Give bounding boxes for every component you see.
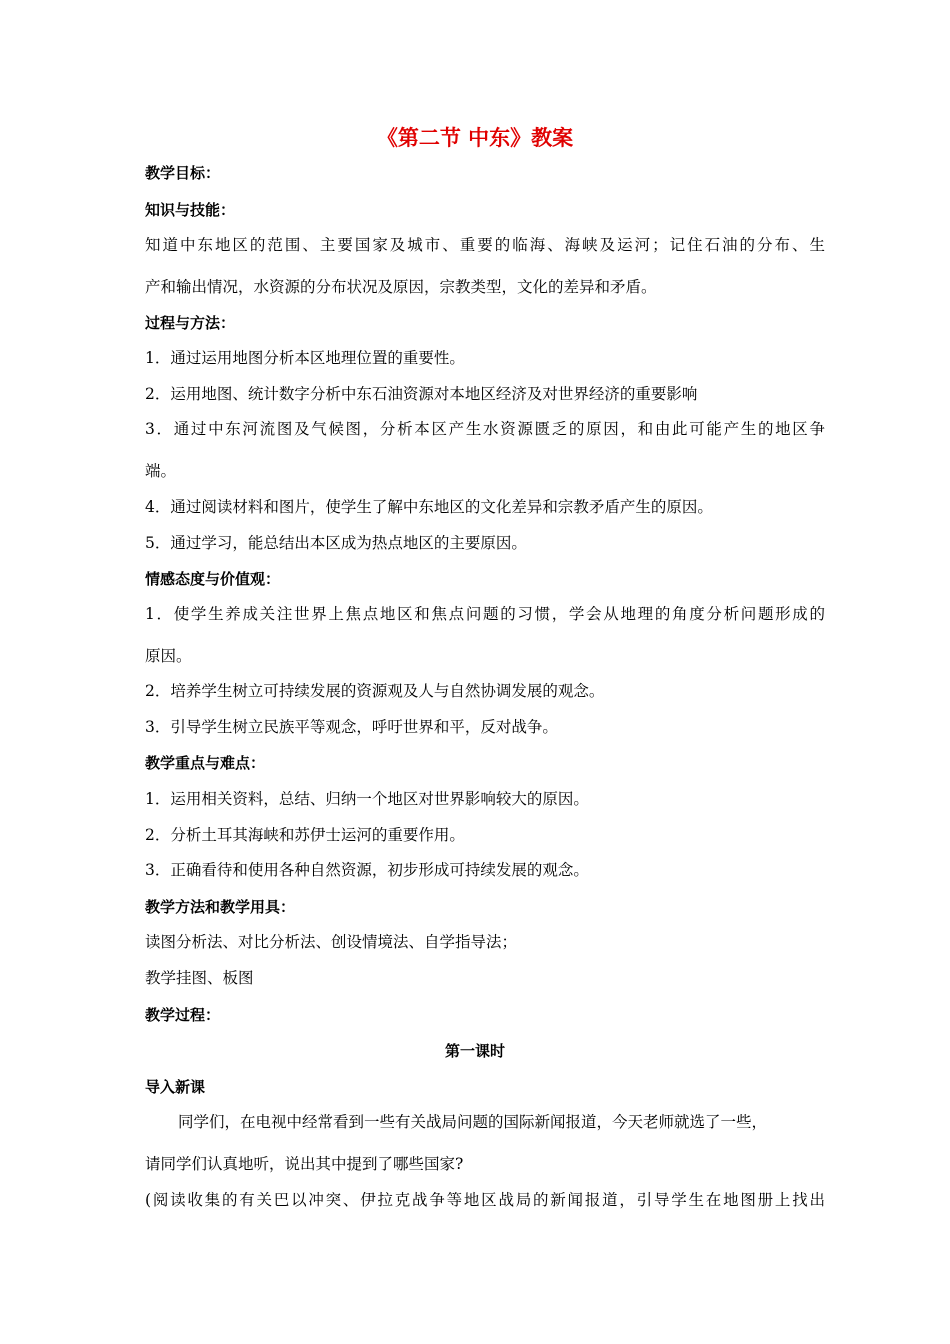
intro-heading: 导入新课 xyxy=(145,1078,206,1096)
process-item-5: 5．通过学习，能总结出本区成为热点地区的主要原因。 xyxy=(145,534,527,552)
process-item-4: 4．通过阅读材料和图片，使学生了解中东地区的文化差异和宗教矛盾产生的原因。 xyxy=(145,498,713,516)
intro-line-1: 同学们，在电视中经常看到一些有关战局问题的国际新闻报道，今天老师就选了一些， xyxy=(178,1113,768,1131)
intro-line-3: (阅读收集的有关巴以冲突、伊拉克战争等地区战局的新闻报道，引导学生在地图册上找出 xyxy=(145,1191,825,1209)
emotion-item-1a: 1．使学生养成关注世界上焦点地区和焦点问题的习惯，学会从地理的角度分析问题形成的 xyxy=(145,605,825,623)
process-item-2: 2．运用地图、统计数字分析中东石油资源对本地区经济及对世界经济的重要影响 xyxy=(145,385,698,403)
intro-line-2: 请同学们认真地听，说出其中提到了哪些国家? xyxy=(145,1155,464,1173)
teaching-goals-heading: 教学目标： xyxy=(145,164,221,182)
teaching-process-heading: 教学过程： xyxy=(145,1006,221,1024)
emotion-item-1b: 原因。 xyxy=(145,647,192,665)
emotion-item-3: 3．引导学生树立民族平等观念，呼吁世界和平，反对战争。 xyxy=(145,718,558,736)
methods-heading: 教学方法和教学用具： xyxy=(145,898,296,916)
lesson-title: 第一课时 xyxy=(444,1042,505,1060)
methods-line-2: 教学挂图、板图 xyxy=(145,969,254,987)
document-title: 《第二节 中东》教案 xyxy=(376,126,574,150)
process-heading: 过程与方法： xyxy=(145,314,236,332)
key-point-3: 3．正确看待和使用各种自然资源，初步形成可持续发展的观念。 xyxy=(145,861,589,879)
methods-line-1: 读图分析法、对比分析法、创设情境法、自学指导法； xyxy=(145,933,518,951)
knowledge-line-2: 产和输出情况，水资源的分布状况及原因，宗教类型，文化的差异和矛盾。 xyxy=(145,278,657,296)
key-point-2: 2．分析土耳其海峡和苏伊士运河的重要作用。 xyxy=(145,826,465,844)
emotion-item-2: 2．培养学生树立可持续发展的资源观及人与自然协调发展的观念。 xyxy=(145,682,605,700)
process-item-3b: 端。 xyxy=(145,462,177,480)
process-item-1: 1．通过运用地图分析本区地理位置的重要性。 xyxy=(145,349,465,367)
key-points-heading: 教学重点与难点： xyxy=(145,754,266,772)
process-item-3a: 3．通过中东河流图及气候图，分析本区产生水资源匮乏的原因，和由此可能产生的地区争 xyxy=(145,420,825,438)
knowledge-line-1: 知道中东地区的范围、主要国家及城市、重要的临海、海峡及运河；记住石油的分布、生 xyxy=(145,236,825,254)
knowledge-heading: 知识与技能： xyxy=(145,201,236,219)
emotion-heading: 情感态度与价值观： xyxy=(145,570,281,588)
key-point-1: 1．运用相关资料，总结、归纳一个地区对世界影响较大的原因。 xyxy=(145,790,589,808)
